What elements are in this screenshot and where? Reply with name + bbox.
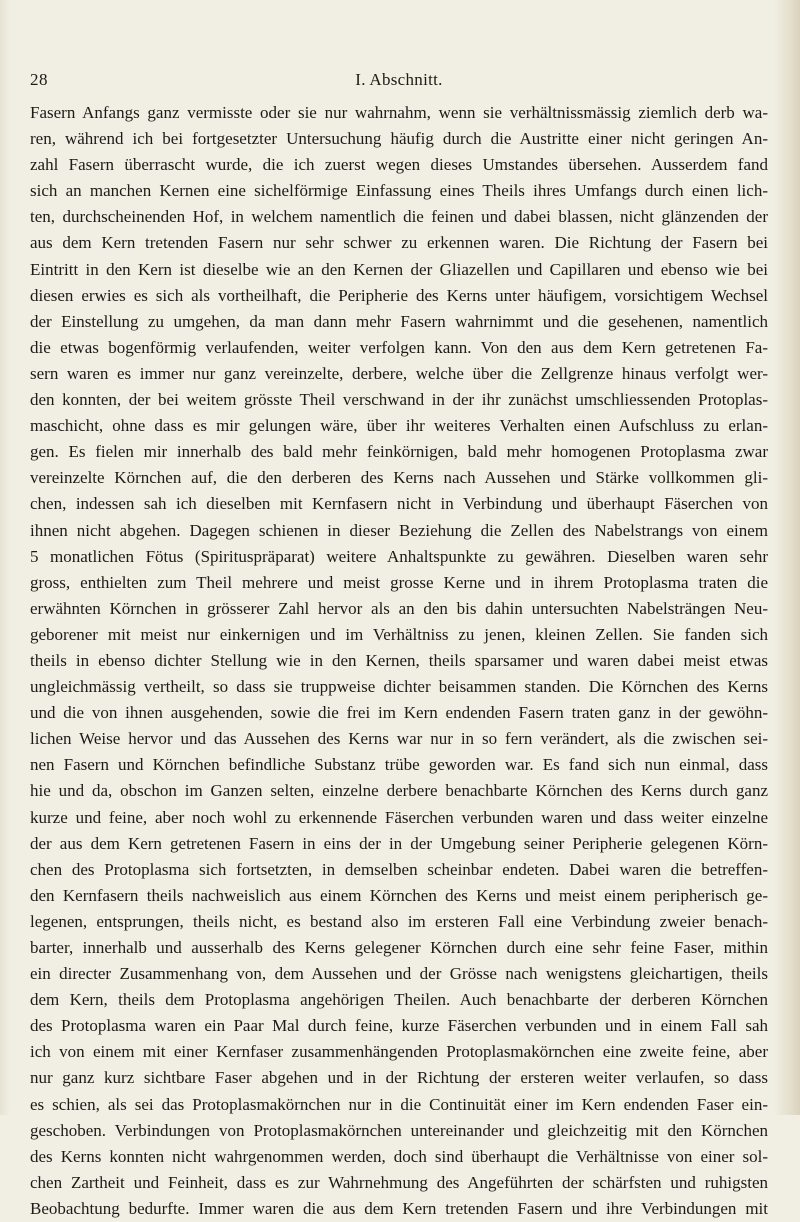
text-line: Fasern Anfangs ganz vermisste oder sie nur wahrnahm, wenn sie verhältnissmässig ziemlich derb wa-	[30, 103, 768, 122]
text-line: zahl Fasern überrascht wurde, die ich zuerst wegen dieses Umstandes übersehen. Ausserdem fand	[30, 155, 768, 175]
text-line: vereinzelte Körnchen auf, die den derberen des Kerns nach Aussehen und Stärke vollkommen gli-	[30, 468, 768, 488]
text-line: geschoben. Verbindungen von Protoplasmakörnchen untereinander und gleichzeitig mit den Körnchen	[30, 1120, 768, 1140]
body-text	[30, 100, 768, 1222]
text-line: Eintritt in den Kern ist dieselbe wie an den Kernen der Gliazellen und Capillaren und ebenso wie bei	[30, 259, 768, 279]
text-line: gross, enthielten zum Theil mehrere und meist grosse Kerne und in ihrem Protoplasma traten die	[30, 572, 768, 592]
section-title: I. Abschnitt.	[355, 70, 443, 89]
text-line: chen Zartheit und Feinheit, dass es zur Wahrnehmung des Angeführten der schärfsten und ruhigsten	[30, 1172, 768, 1192]
text-line: kurze und feine, aber noch wohl zu erkennende Fäserchen verbunden waren und dass weiter einzelne	[30, 807, 768, 827]
text-line: des Kerns konnten nicht wahrgenommen werden, doch sind überhaupt die Verhältnisse von einer sol-	[30, 1146, 768, 1166]
text-line: ren, während ich bei fortgesetzter Untersuchung häufig durch die Austritte einer nicht geringen An-	[30, 129, 768, 149]
text-line: ten, durchscheinenden Hof, in welchem namentlich die feinen und dabei blassen, nicht glänzenden der	[30, 207, 768, 227]
text-line: chen des Protoplasma sich fortsetzten, in demselben scheinbar endeten. Dabei waren die betreffen-	[30, 859, 768, 879]
text-line: nur ganz kurz sichtbare Faser abgehen und in der Richtung der ersteren weiter verlaufen, so dass	[30, 1068, 768, 1088]
text-line: ich von einem mit einer Kernfaser zusammenhängenden Protoplasmakörnchen eine zweite feine, aber	[30, 1042, 768, 1062]
text-line: gen. Es fielen mir innerhalb des bald mehr feinkörnigen, bald mehr homogenen Protoplasma zwar	[30, 442, 768, 462]
running-header	[30, 70, 768, 94]
page-gutter-shadow	[774, 0, 800, 1115]
text-line: theils in ebenso dichter Stellung wie in den Kernen, theils sparsamer und waren dabei meist etwas	[30, 650, 768, 670]
text-line: ein directer Zusammenhang von, dem Aussehen und der Grösse nach wenigstens gleichartigen, theils	[30, 964, 768, 984]
text-line: des Protoplasma waren ein Paar Mal durch feine, kurze Fäserchen verbunden und in einem Fall sah	[30, 1016, 768, 1036]
text-line: sern waren es immer nur ganz vereinzelte, derbere, welche über die Zellgrenze hinaus verfolgt wer-	[30, 363, 768, 383]
text-line: maschicht, ohne dass es mir gelungen wäre, über ihr weiteres Verhalten einen Aufschluss zu erlan-	[30, 416, 768, 436]
text-line: barter, innerhalb und ausserhalb des Kerns gelegener Körnchen durch eine sehr feine Faser, mithin	[30, 938, 768, 957]
text-line: geborener mit meist nur einkernigen und im Verhältniss zu jenen, kleinen Zellen. Sie fanden sich	[30, 624, 768, 644]
text-line: erwähnten Körnchen in grösserer Zahl hervor als an den bis dahin untersuchten Nabelsträngen Neu-	[30, 598, 768, 618]
page-number: 28	[30, 70, 48, 89]
text-line: der aus dem Kern getretenen Fasern in eins der in der Umgebung seiner Peripherie gelegenen Körn-	[30, 833, 768, 853]
text-line: 5 monatlichen Fötus (Spirituspräparat) weitere Anhaltspunkte zu gewähren. Dieselben waren sehr	[30, 546, 768, 566]
text-line: legenen, entsprungen, theils nicht, es bestand also im ersteren Fall eine Verbindung zweier benach-	[30, 911, 768, 931]
text-line: aus dem Kern tretenden Fasern nur sehr schwer zu erkennen waren. Die Richtung der Fasern bei	[30, 233, 768, 253]
text-line: dem Kern, theils dem Protoplasma angehörigen Theilen. Auch benachbarte der derberen Körnchen	[30, 990, 768, 1010]
text-line: den Kernfasern theils nachweislich aus einem Körnchen des Kerns und meist einem peripherisch ge-	[30, 885, 768, 905]
text-line: die etwas bogenförmig verlaufenden, weiter verfolgen kann. Von den aus dem Kern getretenen Fa-	[30, 337, 768, 357]
text-line: den konnten, der bei weitem grösste Theil verschwand in der ihr zunächst umschliessenden Protoplas-	[30, 390, 768, 410]
text-line: chen, indessen sah ich dieselben mit Kernfasern nicht in Verbindung und überhaupt Fäserchen von	[30, 494, 768, 514]
text-line: hie und da, obschon im Ganzen selten, einzelne derbere benachbarte Körnchen des Kerns durch ganz	[30, 781, 768, 801]
page-edge	[0, 0, 10, 1115]
text-line: und die von ihnen ausgehenden, sowie die frei im Kern endenden Fasern traten ganz in der gewöhn-	[30, 703, 768, 723]
text-line: ungleichmässig vertheilt, so dass sie truppweise dichter beisammen standen. Die Körnchen des Kerns	[30, 677, 768, 697]
text-line: ihnen nicht abgehen. Dagegen schienen in dieser Beziehung die Zellen des Nabelstrangs von einem	[30, 520, 768, 540]
text-line: Beobachtung bedurfte. Immer waren die aus dem Kern tretenden Fasern und ihre Verbindungen mit	[30, 1198, 768, 1218]
text-line: der Einstellung zu umgehen, da man dann mehr Fasern wahrnimmt und die gesehenen, namentlich	[30, 311, 768, 331]
text-line: es schien, als sei das Protoplasmakörnchen nur in die Continuität einer im Kern endenden Faser ein-	[30, 1094, 768, 1114]
text-line: diesen erwies es sich als vortheilhaft, die Peripherie des Kerns unter häufigem, vorsichtigem Wechsel	[30, 285, 768, 305]
text-line: sich an manchen Kernen eine sichelförmige Einfassung eines Theils ihres Umfangs durch einen lich-	[30, 181, 768, 201]
text-line: lichen Weise hervor und das Aussehen des Kerns war nur in so fern verändert, als die zwischen sei-	[30, 729, 768, 749]
text-line: nen Fasern und Körnchen befindliche Substanz trübe geworden war. Es fand sich nun einmal, dass	[30, 755, 768, 775]
